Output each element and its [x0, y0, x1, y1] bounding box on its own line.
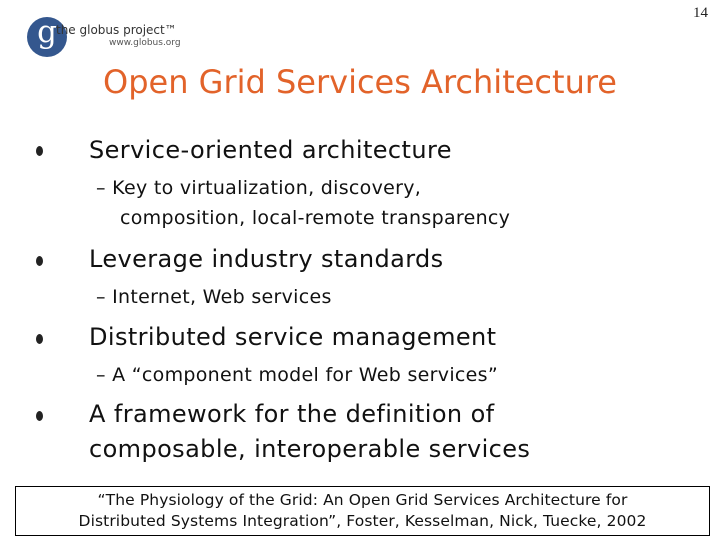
bullet-2-sub-1: – Internet, Web services	[96, 286, 332, 308]
bullet-1-sub-1: – Key to virtualization, discovery,	[96, 177, 422, 199]
bullet-3-sub-1: – A “component model for Web services”	[96, 364, 498, 386]
bullet-dot-icon	[36, 146, 43, 156]
bullet-dot-icon	[36, 411, 43, 421]
logo-glyph: g	[37, 14, 57, 50]
globus-logo	[27, 14, 202, 67]
bullet-1-sub-2: composition, local-remote transparency	[120, 207, 511, 229]
page-number: 14	[693, 5, 708, 21]
slide-title: Open Grid Services Architecture	[103, 63, 617, 101]
logo-url: www.globus.org	[109, 38, 181, 48]
bullet-dot-icon	[36, 334, 43, 344]
bullet-4-text-line-1: A framework for the definition of	[89, 400, 495, 428]
bullet-dot-icon	[36, 256, 43, 266]
citation-line-1: “The Physiology of the Grid: An Open Grid Services Architecture for	[97, 491, 628, 509]
logo-name: the globus project™	[56, 23, 177, 37]
bullet-3-text: Distributed service management	[89, 323, 497, 351]
bullet-4-text-line-2: composable, interoperable services	[89, 435, 531, 463]
citation-box	[15, 486, 710, 536]
bullet-2-text: Leverage industry standards	[89, 245, 444, 273]
citation-line-2: Distributed Systems Integration”, Foster, Kesselman, Nick, Tuecke, 2002	[78, 512, 647, 530]
bullet-1-text: Service-oriented architecture	[89, 136, 452, 164]
